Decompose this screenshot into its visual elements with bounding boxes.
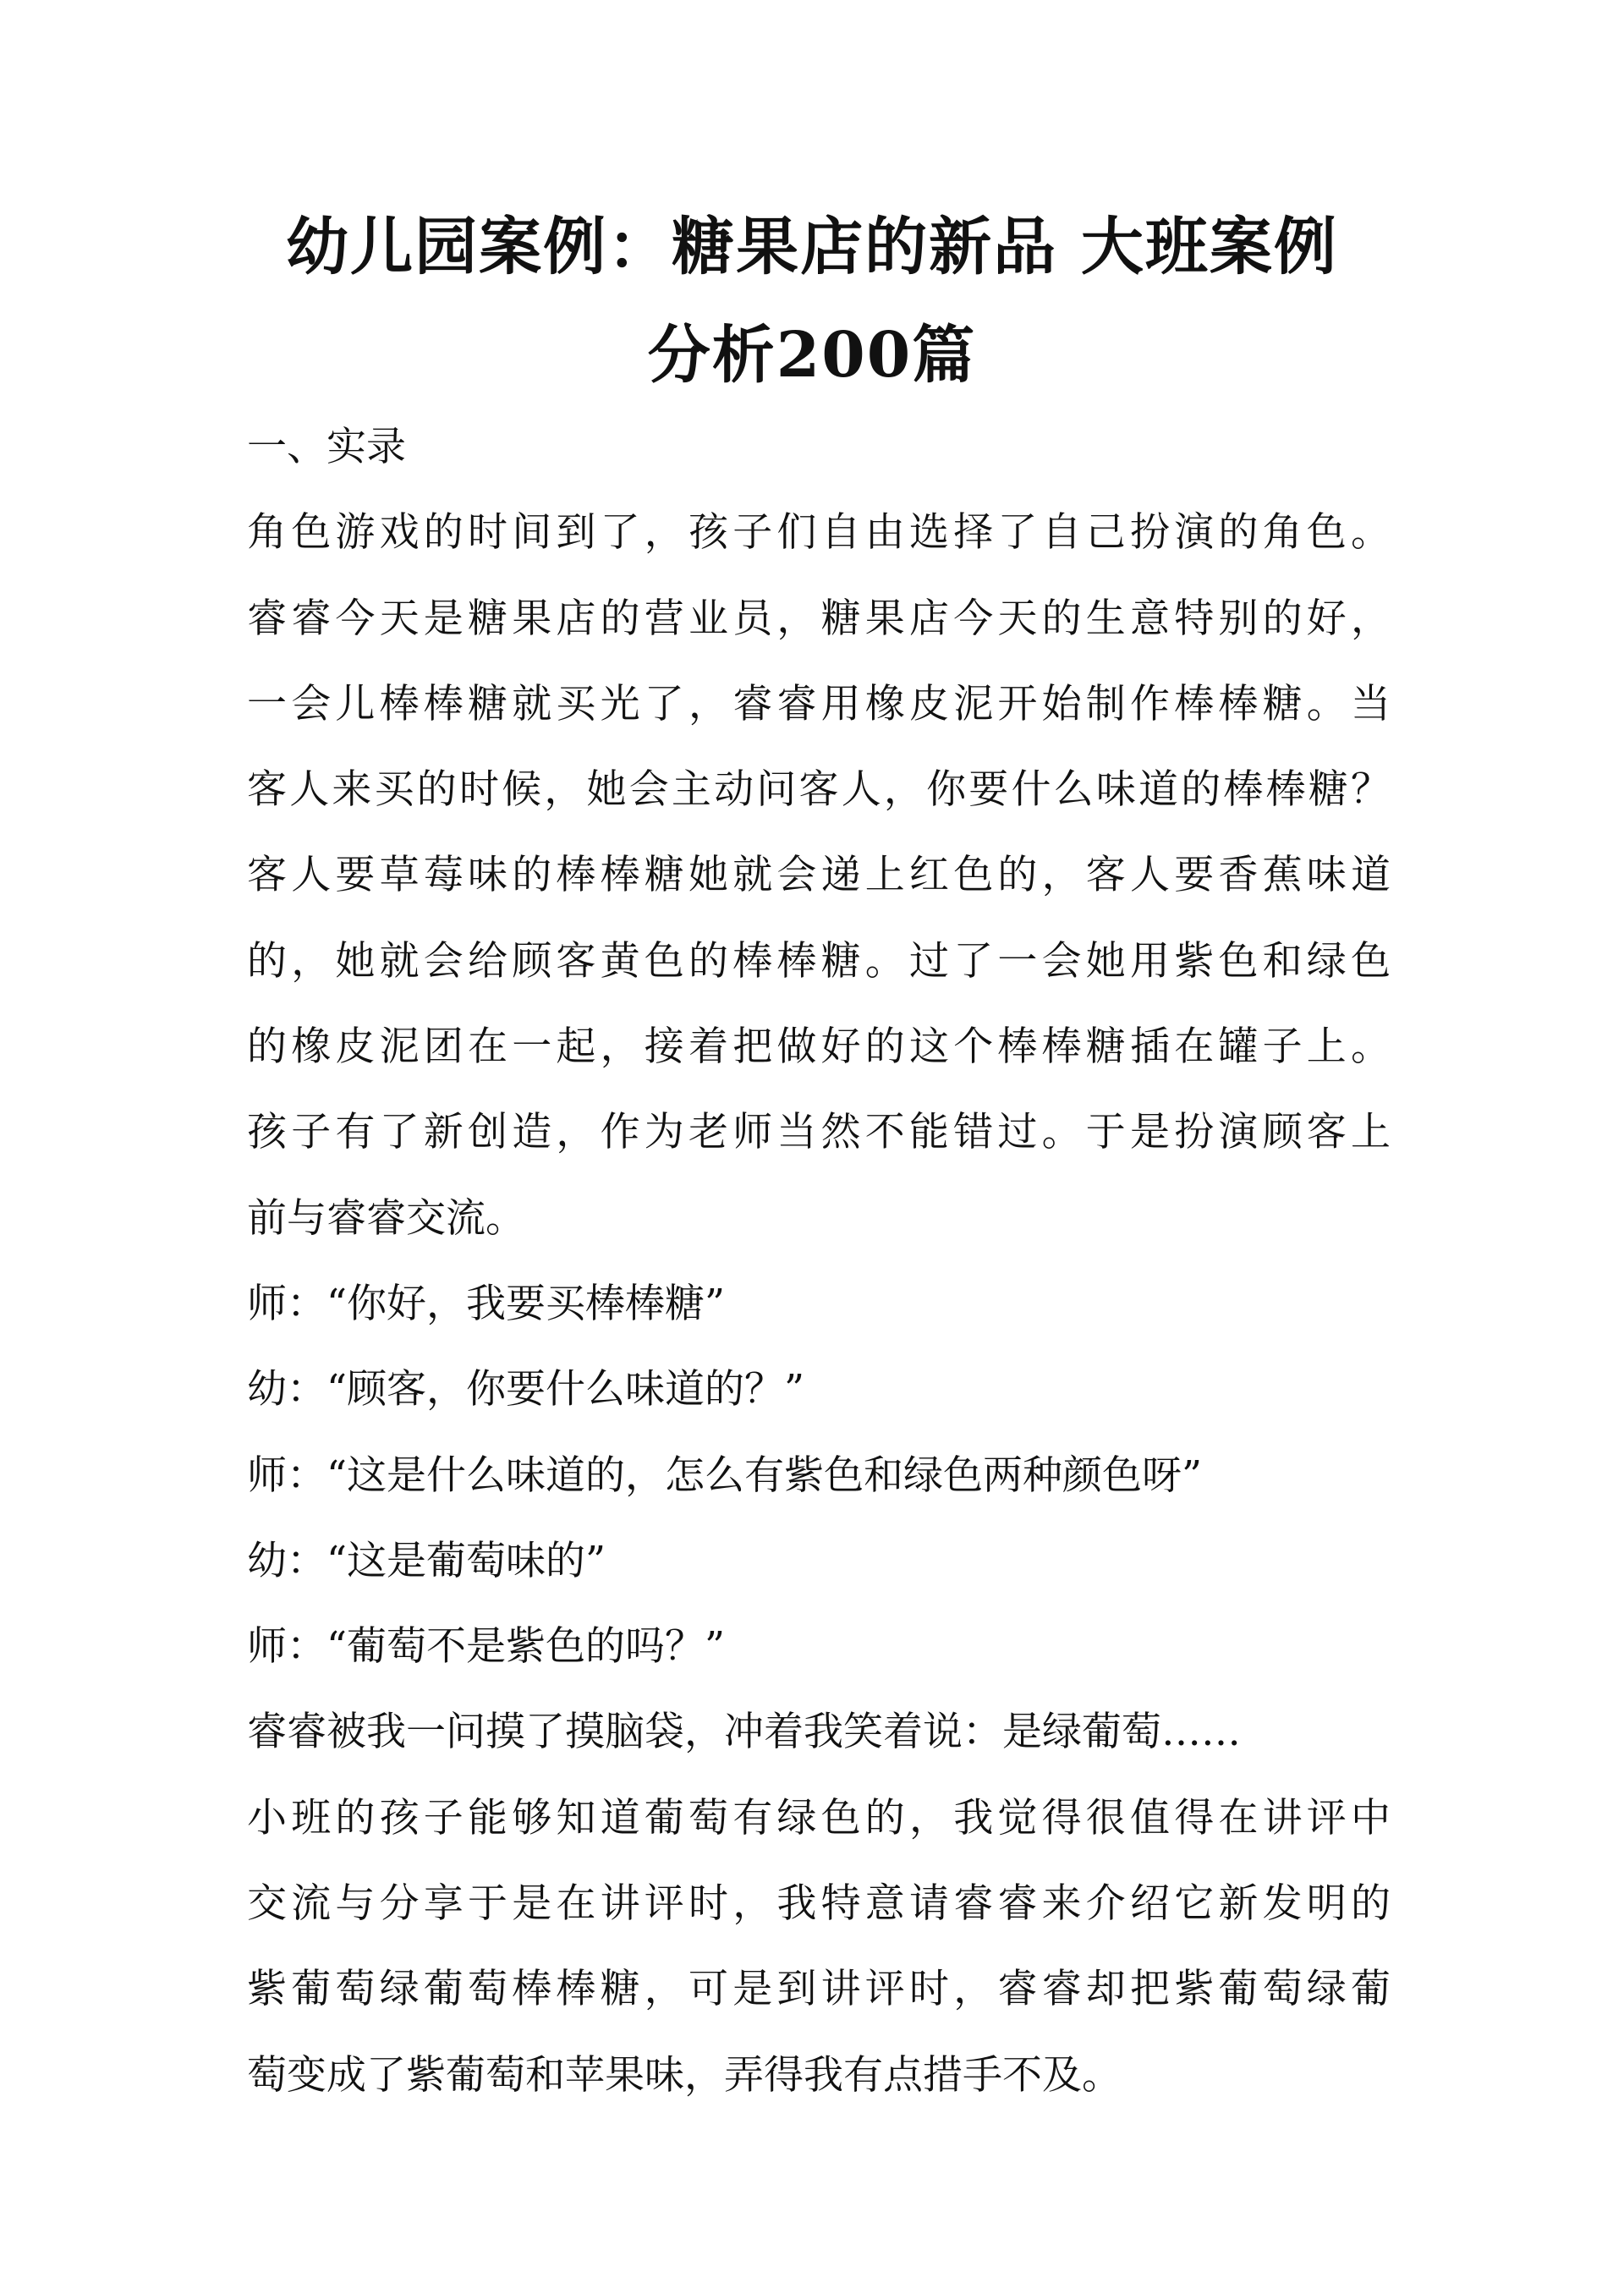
title-line-2: 分析200篇 <box>647 319 977 392</box>
text-line: 睿睿被我一问摸了摸脑袋，冲着我笑着说：是绿葡萄…… <box>247 1709 1241 1756</box>
text-line: 客人要草莓味的棒棒糖她就会递上红色的，客人要香蕉味道 <box>247 852 1391 899</box>
text-line: 睿睿今天是糖果店的营业员，糖果店今天的生意特别的好， <box>247 595 1391 642</box>
text-line: 小班的孩子能够知道葡萄有绿色的，我觉得很值得在讲评中 <box>247 1794 1391 1841</box>
text-line: 紫葡萄绿葡萄棒棒糖，可是到讲评时，睿睿却把紫葡萄绿葡 <box>247 1966 1391 2013</box>
text-line: 的，她就会给顾客黄色的棒棒糖。过了一会她用紫色和绿色 <box>247 937 1391 985</box>
document-title <box>245 193 1379 409</box>
text-line: 一、实录 <box>247 424 406 470</box>
text-line: 师：“你好，我要买棒棒糖” <box>247 1280 726 1327</box>
text-line: 幼：“顾客，你要什么味道的？” <box>247 1366 805 1413</box>
text-line: 前与睿睿交流。 <box>247 1194 525 1242</box>
text-line: 交流与分享于是在讲评时，我特意请睿睿来介绍它新发明的 <box>247 1880 1391 1928</box>
text-line: 孩子有了新创造，作为老师当然不能错过。于是扮演顾客上 <box>247 1109 1391 1156</box>
text-line: 萄变成了紫葡萄和苹果味，弄得我有点措手不及。 <box>247 2051 1122 2099</box>
text-line: 师：“葡萄不是紫色的吗？” <box>247 1623 726 1671</box>
text-line: 师：“这是什么味道的，怎么有紫色和绿色两种颜色呀” <box>247 1452 1203 1499</box>
text-line: 客人来买的时候，她会主动问客人，你要什么味道的棒棒糖？ <box>247 766 1391 814</box>
title-line-1: 幼儿园案例：糖果店的新品 大班案例 <box>286 211 1338 283</box>
text-line: 一会儿棒棒糖就买光了，睿睿用橡皮泥开始制作棒棒糖。当 <box>247 680 1391 727</box>
text-line: 幼：“这是葡萄味的” <box>247 1537 606 1584</box>
document-body <box>247 404 1391 2118</box>
text-line: 的橡皮泥团在一起，接着把做好的这个棒棒糖插在罐子上。 <box>247 1024 1391 1071</box>
text-line: 角色游戏的时间到了，孩子们自由选择了自己扮演的角色。 <box>247 509 1391 557</box>
